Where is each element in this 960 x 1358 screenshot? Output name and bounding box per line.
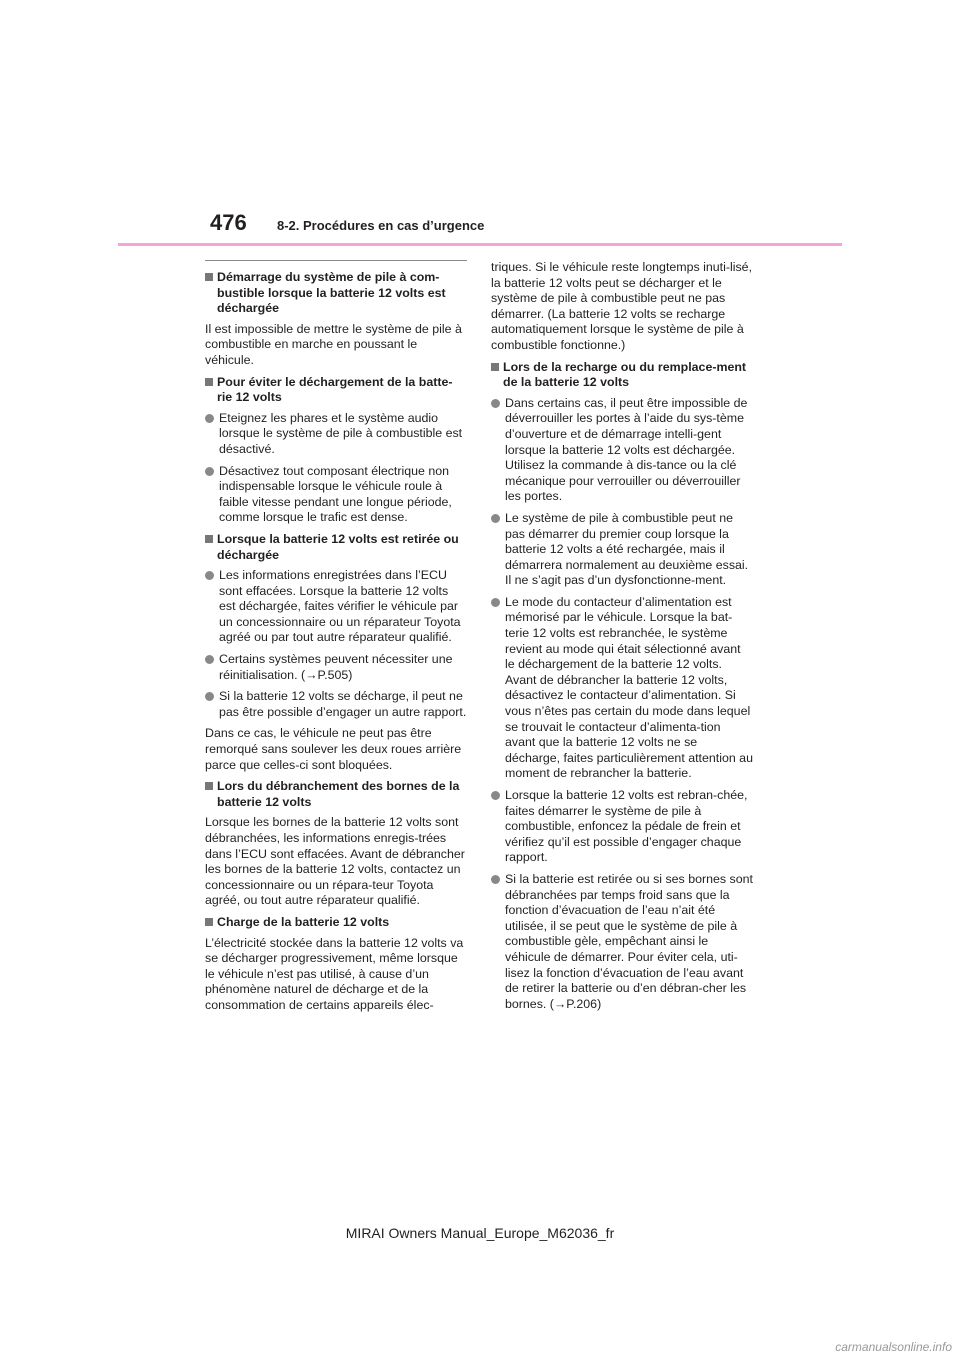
bullet-item: Certains systèmes peuvent nécessiter une réinitialisation. (→P.505) [205, 652, 467, 683]
bullet-item: Eteignez les phares et le système audio lorsque le système de pile à combustible est désactivé. [205, 411, 467, 458]
body-paragraph: Dans ce cas, le véhicule ne peut pas être remorqué sans soulever les deux roues arrière parce que celles-ci sont bloquées. [205, 726, 462, 772]
bullet-item: Le système de pile à combustible peut ne pas démarrer du premier coup lorsque la batterie 12 volts a été rechargée, mais il démarrera normalement au deuxième essai. Il ne s’agit pas d’un dysfonctionne-ment. [491, 511, 753, 589]
body-paragraph: L’électricité stockée dans la batterie 12 volts va se décharger progressivement, même lorsque le véhicule n’est pas utilisé, à cause d’un phénomène naturel de décharge et de la consommation de certains appareils élec- [205, 935, 464, 1012]
bullet-item: Si la batterie 12 volts se décharge, il peut ne pas être possible d’engager un autre rapport. [205, 689, 467, 720]
footer-manual-title: MIRAI Owners Manual_Europe_M62036_fr [345, 1225, 615, 1241]
header-divider [118, 243, 842, 246]
body-paragraph: Lorsque les bornes de la batterie 12 volts sont débranchées, les informations enregis-trées dans l’ECU sont effacées. Avant de débrancher les bornes de la batterie 12 volts, contactez un concessionnaire ou un répara-teur Toyota agréé, ou tout autre réparateur qualifié. [205, 815, 465, 908]
section-heading: Lors de la recharge ou du remplace-ment de la batterie 12 volts [491, 360, 753, 391]
left-column [205, 260, 467, 1020]
bullet-item: Si la batterie est retirée ou si ses bornes sont débranchées par temps froid sans que la fonction d’évacuation de l’eau n’ait été utilisée, il se peut que le système de pile à combustible gèle, empêchant ainsi le véhicule de démarrer. Pour éviter cela, uti-lisez la fonction d’évacuation de l’eau avant de retirer la batterie ou d’en débran-cher les bornes. (→P.206) [491, 872, 753, 1012]
section-heading: Lorsque la batterie 12 volts est retirée ou déchargée [205, 532, 467, 563]
section-heading: Démarrage du système de pile à com-bustible lorsque la batterie 12 volts est déchargée [205, 270, 467, 317]
section-heading: Lors du débranchement des bornes de la batterie 12 volts [205, 779, 467, 810]
bullet-item: Dans certains cas, il peut être impossible de déverrouiller les portes à l’aide du sys-tème d’ouverture et de démarrage intelli-gent lorsque la batterie 12 volts est déchargée. Utilisez la commande à dis-tance ou la clé mécanique pour verrouiller ou déverrouiller les portes. [491, 396, 753, 505]
body-paragraph: triques. Si le véhicule reste longtemps inuti-lisé, la batterie 12 volts peut se décharger et le système de pile à combustible peut ne pas démarrer. (La batterie 12 volts se recharge automatiquement lorsque le système de pile à combustible fonctionne.) [491, 260, 753, 352]
body-paragraph: Il est impossible de mettre le système de pile à combustible en marche en poussant le véhicule. [205, 321, 462, 367]
bullet-item: Désactivez tout composant électrique non indispensable lorsque le véhicule roule à faible vitesse pendant une longue période, comme lorsque le trafic est dense. [205, 464, 467, 526]
watermark: carmanualsonline.info [835, 1340, 952, 1354]
bullet-item: Les informations enregistrées dans l’ECU sont effacées. Lorsque la batterie 12 volts est déchargée, faites vérifier le véhicule par un concessionnaire ou un réparateur Toyota agréé ou par tout autre réparateur qualifié. [205, 568, 467, 646]
section-heading: Pour éviter le déchargement de la batte-rie 12 volts [205, 375, 467, 406]
bullet-item: Le mode du contacteur d’alimentation est mémorisé par le véhicule. Lorsque la bat-terie 12 volts est rebranchée, le système revient au mode qui était sélectionné avant le déchargement de la batterie 12 volts. Avant de débrancher la batterie 12 volts, désactivez le contacteur d’alimentation. Si vous n’êtes pas certain du mode dans lequel se trouvait le contacteur d’alimenta-tion avant que la batterie 12 volts ne se décharge, faites particulièrement attention au moment de rebrancher la batterie. [491, 595, 753, 782]
section-heading: Charge de la batterie 12 volts [205, 915, 467, 931]
section-title: 8-2. Procédures en cas d’urgence [277, 218, 485, 233]
right-column [491, 260, 753, 1018]
bullet-item: Lorsque la batterie 12 volts est rebran-chée, faites démarrer le système de pile à combustible, enfoncez la pédale de frein et vérifiez qu’il est possible d’engager chaque rapport. [491, 788, 753, 866]
page-number: 476 [210, 210, 247, 235]
column-divider [205, 260, 467, 261]
